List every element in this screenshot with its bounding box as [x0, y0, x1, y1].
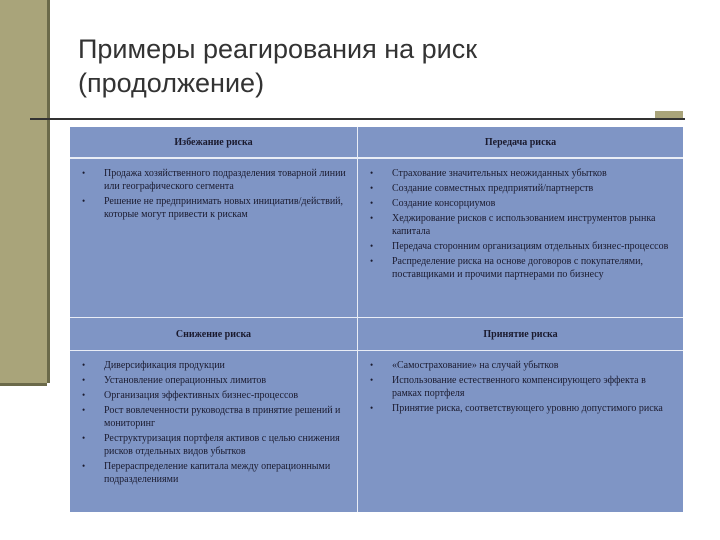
risk-response-table: [70, 127, 683, 512]
bullet-icon: •: [82, 168, 86, 178]
list-item: [80, 432, 351, 458]
list-item: [368, 240, 677, 253]
title-divider-accent: [655, 111, 683, 118]
bullet-icon: •: [370, 256, 374, 266]
bullet-icon: •: [370, 360, 374, 370]
bullet-icon: •: [370, 375, 374, 385]
list-item-text: Использование естественного компенсирующего эффекта в рамках портфеля: [392, 375, 646, 399]
bullet-icon: •: [370, 198, 374, 208]
header-accept-risk: Принятие риска: [358, 318, 683, 351]
list-item-text: Страхование значительных неожиданных убытков: [392, 168, 607, 179]
list-item: [80, 195, 351, 221]
list-item: [80, 167, 351, 193]
bullet-icon: •: [82, 196, 86, 206]
list-item: [80, 374, 351, 387]
decorative-side-bar-base: [0, 383, 47, 386]
bullet-icon: •: [370, 403, 374, 413]
list-item: [368, 359, 677, 372]
list-item-text: Создание совместных предприятий/партнерств: [392, 183, 594, 194]
bullet-icon: •: [370, 213, 374, 223]
bullet-icon: •: [82, 405, 86, 415]
list-item: [80, 460, 351, 486]
bullet-icon: •: [82, 360, 86, 370]
list-item-text: Рост вовлеченности руководства в принятие решений и мониторинг: [104, 405, 341, 429]
bullet-icon: •: [82, 433, 86, 443]
list-item-text: Передача сторонним организациям отдельных бизнес-процессов: [392, 241, 669, 252]
list-item: [368, 167, 677, 180]
header-transfer-risk: Передача риска: [358, 127, 683, 159]
bullet-icon: •: [82, 461, 86, 471]
cell-transfer-risk: [358, 159, 683, 318]
list-item-text: Хеджирование рисков с использованием инструментов рынка капитала: [392, 213, 656, 237]
cell-avoid-risk: [70, 159, 358, 318]
list-item-text: «Самострахование» на случай убытков: [392, 360, 559, 371]
cell-reduce-risk: [70, 351, 358, 512]
list-item: [80, 389, 351, 402]
list-item-text: Перераспределение капитала между операционными подразделениями: [104, 461, 331, 485]
list-avoid-risk: [80, 167, 351, 221]
title-divider: [30, 118, 685, 120]
slide-title-line-2: (продолжение): [78, 68, 265, 98]
list-accept-risk: [368, 359, 677, 415]
header-avoid-risk: Избежание риска: [70, 127, 358, 159]
list-item: [368, 212, 677, 238]
list-item-text: Создание консорциумов: [392, 198, 496, 209]
list-transfer-risk: [368, 167, 677, 281]
list-item-text: Решение не предпринимать новых инициатив/действий, которые могут привести к рискам: [104, 196, 344, 220]
list-item-text: Распределение риска на основе договоров с покупателями, поставщиками и прочими партнерами по бизнесу: [392, 256, 643, 280]
slide-title: [78, 32, 678, 100]
list-item-text: Диверсификация продукции: [104, 360, 225, 371]
header-reduce-risk: Снижение риска: [70, 318, 358, 351]
list-reduce-risk: [80, 359, 351, 486]
bullet-icon: •: [82, 375, 86, 385]
list-item-text: Установление операционных лимитов: [104, 375, 267, 386]
bullet-icon: •: [370, 168, 374, 178]
list-item: [80, 359, 351, 372]
list-item: [368, 197, 677, 210]
decorative-side-bar: [0, 0, 47, 383]
list-item-text: Организация эффективных бизнес-процессов: [104, 390, 299, 401]
bullet-icon: •: [370, 183, 374, 193]
list-item-text: Принятие риска, соответствующего уровню допустимого риска: [392, 403, 663, 414]
list-item: [368, 402, 677, 415]
list-item-text: Реструктуризация портфеля активов с целью снижения рисков отдельных видов убытков: [104, 433, 340, 457]
slide-title-line-1: Примеры реагирования на риск: [78, 34, 478, 64]
bullet-icon: •: [370, 241, 374, 251]
list-item: [368, 374, 677, 400]
list-item: [368, 182, 677, 195]
list-item-text: Продажа хозяйственного подразделения товарной линии или географического сегмента: [104, 168, 346, 192]
cell-accept-risk: [358, 351, 683, 512]
list-item: [80, 404, 351, 430]
list-item: [368, 255, 677, 281]
bullet-icon: •: [82, 390, 86, 400]
